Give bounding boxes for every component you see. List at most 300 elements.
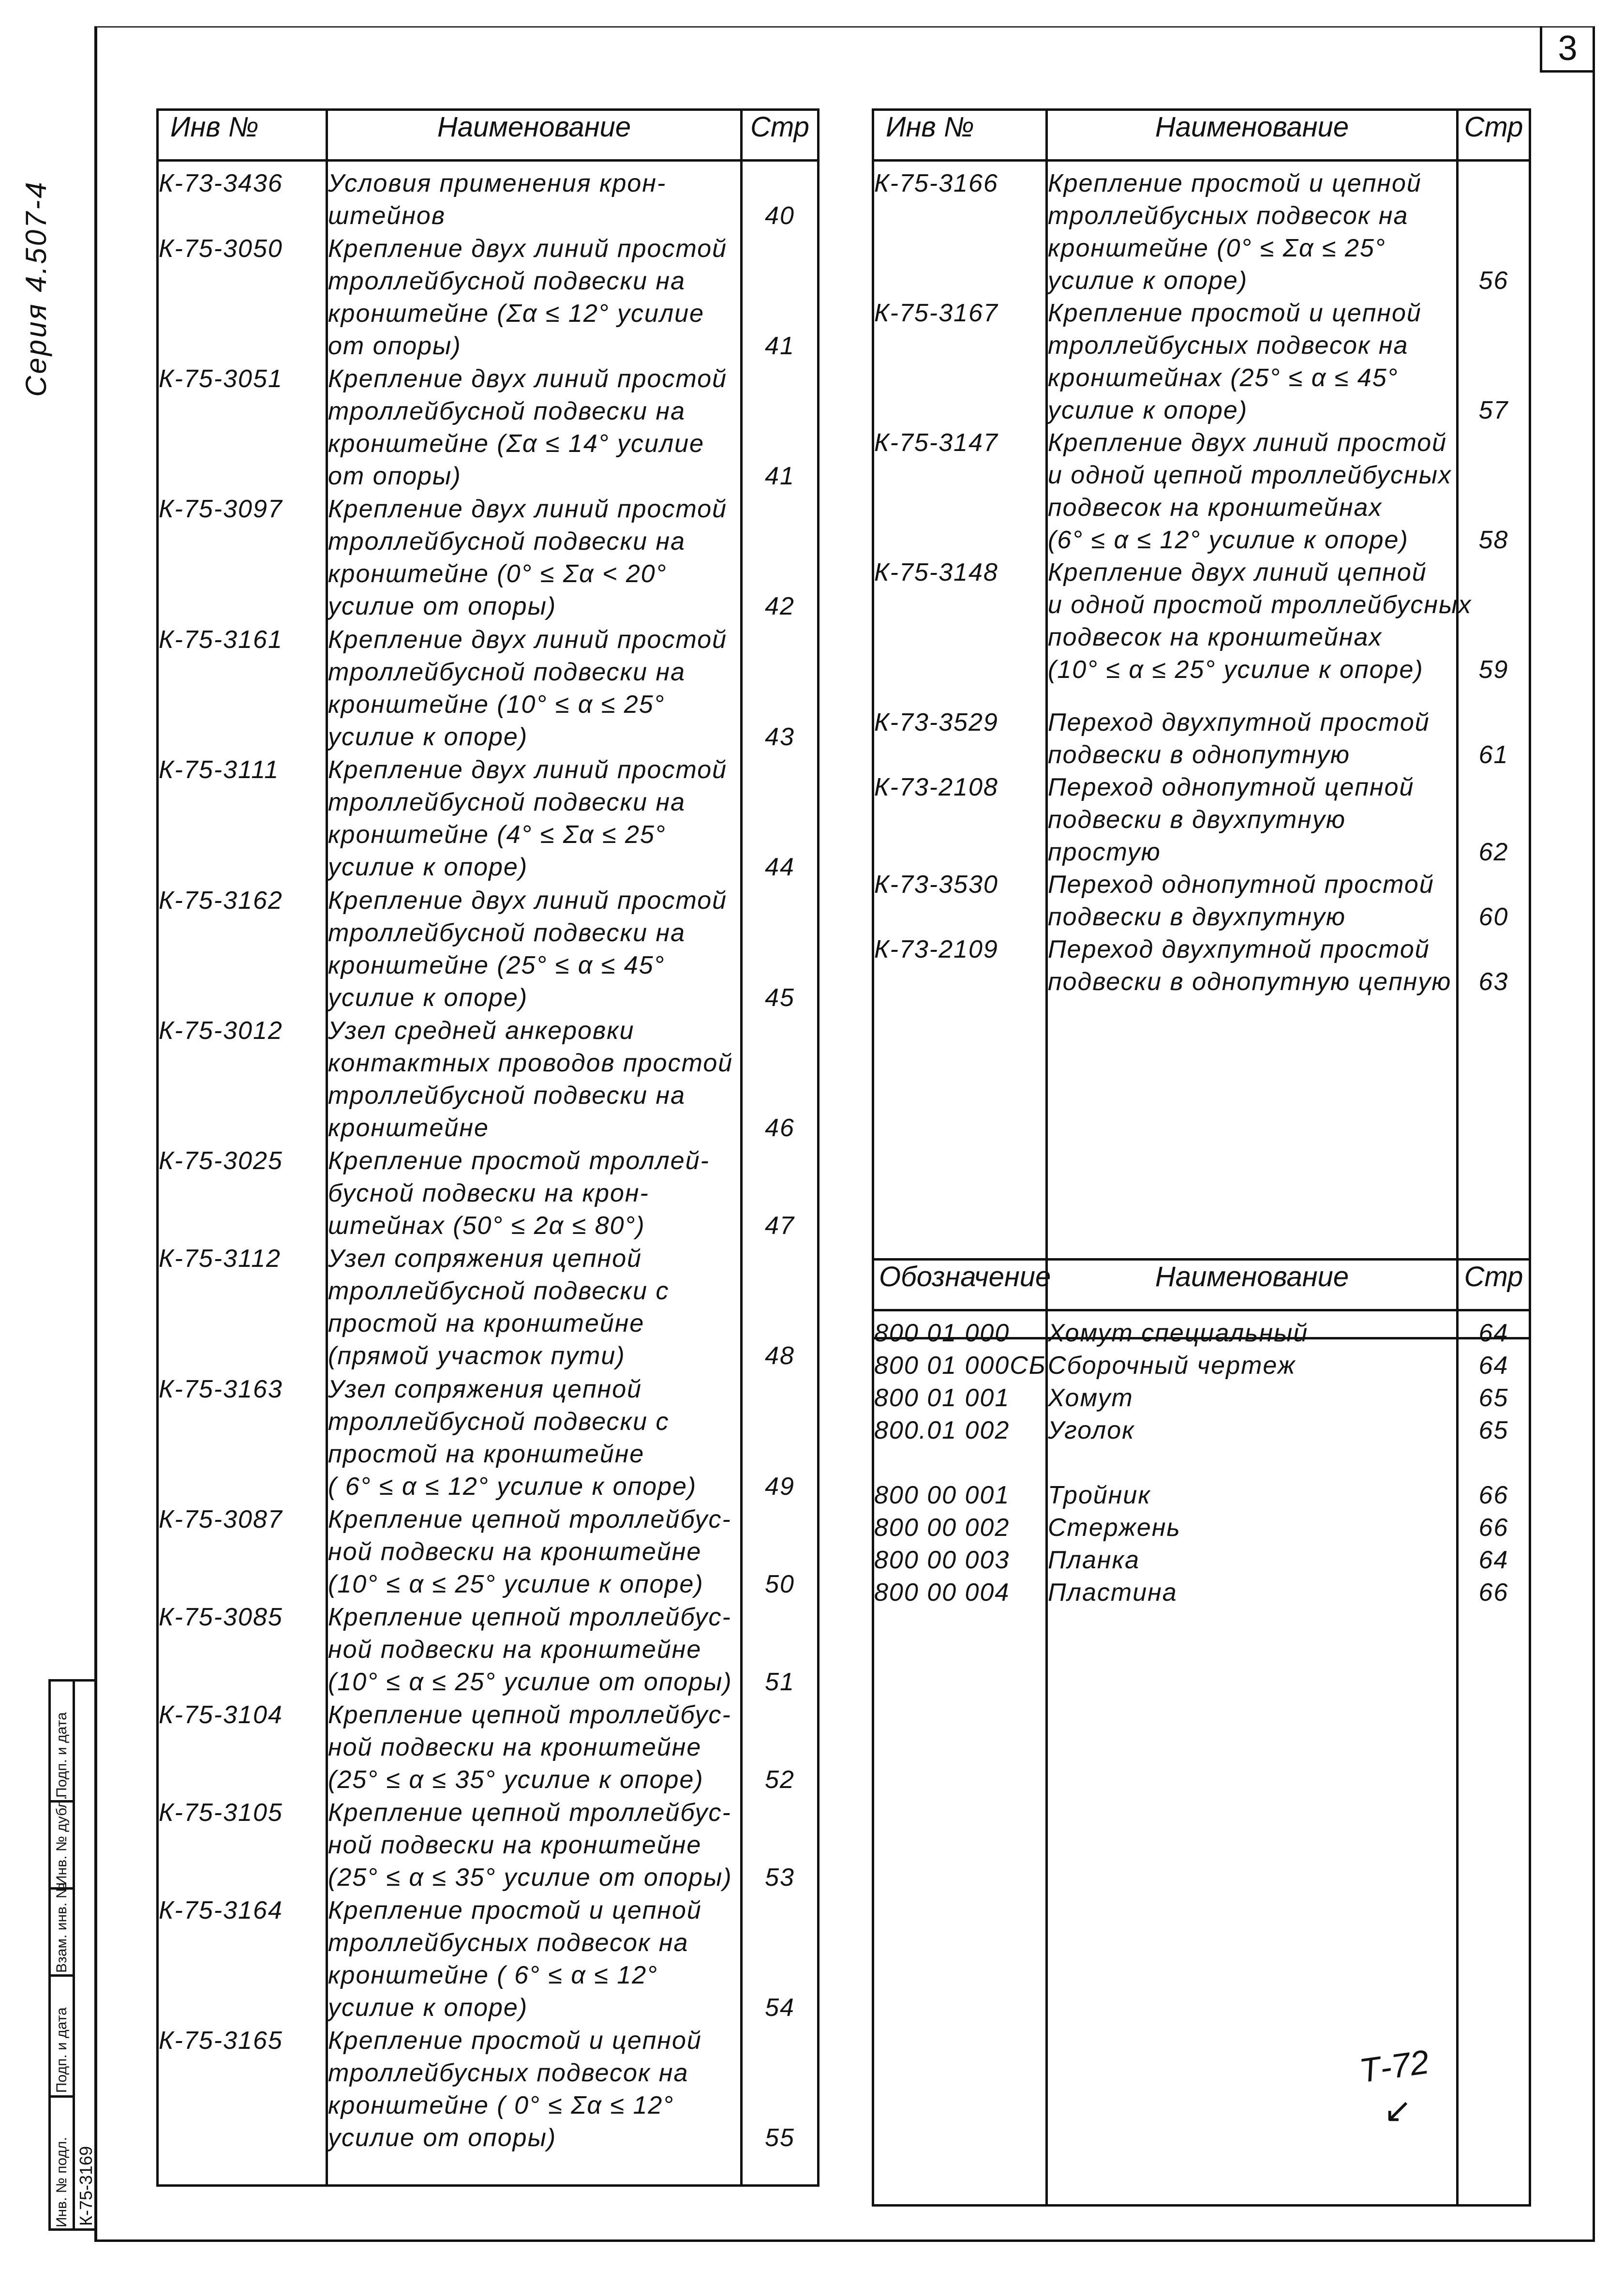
header-name: Наименование	[327, 110, 742, 161]
table-row	[873, 933, 1530, 998]
item-name-line: троллейбусных подвесок на	[328, 2059, 689, 2088]
item-name-line: троллейбусных подвесок на	[1048, 202, 1409, 230]
stamp-label: Инв. № подл.	[54, 2137, 70, 2227]
page-cell	[742, 1145, 819, 1243]
item-name-line: от опоры)	[328, 462, 462, 491]
header-page: Стр	[1458, 1260, 1530, 1310]
page-cell	[742, 233, 819, 363]
inventory-number: К-75-3050	[159, 234, 283, 263]
item-name-line: кронштейне (Σα ≤ 14° усилие	[328, 430, 705, 458]
code-cell	[873, 1512, 1047, 1544]
item-name-line: троллейбусных подвесок на	[1048, 331, 1409, 360]
inventory-number: 800 00 004	[874, 1578, 1010, 1607]
item-name-line: простую	[1048, 838, 1161, 866]
page-number-value: 65	[1478, 1416, 1509, 1444]
item-name-line: штейнах (50° ≤ 2α ≤ 80°)	[328, 1212, 645, 1240]
code-cell	[158, 493, 327, 623]
page-number-value: 66	[1478, 1578, 1509, 1607]
page-cell	[742, 1894, 819, 2025]
item-name-line: усилие к опоре)	[328, 983, 528, 1012]
item-name-line: Крепление цепной троллейбус-	[328, 1603, 731, 1632]
code-cell	[158, 363, 327, 493]
code-cell	[873, 1544, 1047, 1577]
inventory-number: К-75-3105	[159, 1799, 283, 1827]
page-number-value: 45	[765, 983, 795, 1012]
code-cell	[158, 1015, 327, 1145]
inventory-number: 800.01 002	[874, 1416, 1010, 1444]
page-number-value: 52	[765, 1766, 795, 1794]
name-cell	[1047, 1577, 1458, 1609]
stamp-label: Инв. № дубл.	[54, 1796, 70, 1886]
item-name-line: Крепление двух линий простой	[328, 365, 728, 393]
page-number-value: 43	[765, 722, 795, 751]
item-name-line: Пластина	[1048, 1578, 1177, 1607]
code-cell	[158, 233, 327, 363]
item-name-line: Крепление простой и цепной	[1048, 299, 1422, 327]
item-name-line: кронштейне (10° ≤ α ≤ 25°	[328, 690, 665, 719]
item-name-line: троллейбусной подвески на	[328, 918, 685, 947]
table-row	[158, 1015, 819, 1145]
item-name-line: Крепление двух линий простой	[328, 756, 728, 784]
inventory-number: К-75-3162	[159, 886, 283, 915]
name-cell	[327, 885, 742, 1015]
item-name-line: ной подвески на кронштейне	[328, 1538, 702, 1566]
name-cell	[1047, 1544, 1458, 1577]
page-number-value: 51	[765, 1668, 795, 1697]
page-cell	[742, 754, 819, 884]
item-name-line: Узел сопряжения цепной	[328, 1245, 642, 1273]
table-row	[158, 754, 819, 884]
page-cell	[742, 1015, 819, 1145]
table-row	[158, 1699, 819, 1797]
code-cell	[873, 1382, 1047, 1414]
code-cell	[873, 427, 1047, 556]
name-cell	[1047, 297, 1458, 427]
code-cell	[873, 1350, 1047, 1382]
page-number-value: 58	[1478, 526, 1509, 554]
item-name-line: Сборочный чертеж	[1048, 1352, 1296, 1380]
table-row	[158, 363, 819, 493]
table-filler	[158, 2155, 819, 2186]
inventory-number: К-73-3529	[874, 708, 998, 736]
page-number-value: 53	[765, 1863, 795, 1892]
right-index-table	[872, 108, 1531, 1339]
inventory-number: К-75-3051	[159, 365, 283, 393]
page-cell	[742, 1601, 819, 1699]
table-row	[158, 1894, 819, 2025]
inventory-number: К-75-3147	[874, 429, 998, 457]
table-row	[873, 1382, 1530, 1414]
item-name-line: (6° ≤ α ≤ 12° усилие к опоре)	[1048, 526, 1409, 554]
item-name-line: кронштейне (0° ≤ Σα < 20°	[328, 560, 667, 588]
arrow-mark-icon: ↙	[1384, 2091, 1412, 2129]
page-number-value: 41	[765, 331, 795, 360]
code-cell	[158, 624, 327, 754]
item-name-line: кронштейне (25° ≤ α ≤ 45°	[328, 951, 665, 979]
inventory-number: К-75-3087	[159, 1505, 283, 1533]
page-number-value: 46	[765, 1113, 795, 1142]
page-number-value: 61	[1478, 741, 1509, 769]
name-cell	[327, 1503, 742, 1601]
table-row	[158, 2025, 819, 2155]
name-cell	[327, 161, 742, 233]
item-name-line: троллейбусной подвески на	[328, 658, 685, 686]
stamp-label: Подп. и дата	[54, 1712, 70, 1798]
item-name-line: троллейбусной подвески на	[328, 267, 685, 295]
inventory-number: К-75-3111	[159, 756, 280, 784]
item-name-line: (10° ≤ α ≤ 25° усилие к опоре)	[1048, 656, 1424, 684]
header-inv: Инв №	[158, 110, 327, 161]
page-number-value: 60	[1478, 903, 1509, 931]
inventory-number: К-75-3025	[159, 1147, 283, 1175]
page-cell	[742, 624, 819, 754]
inventory-number: К-75-3165	[159, 2027, 283, 2055]
name-cell	[327, 1015, 742, 1145]
item-name-line: кронштейне (Σα ≤ 12° усилие	[328, 299, 705, 328]
name-cell	[327, 1601, 742, 1699]
page-number-value: 48	[765, 1342, 795, 1370]
item-name-line: усилие к опоре)	[328, 1994, 528, 2022]
item-name-line: Крепление простой и цепной	[328, 1896, 702, 1925]
page-cell	[1458, 869, 1530, 933]
inventory-number: К-73-2108	[874, 773, 998, 801]
code-cell	[873, 869, 1047, 933]
item-name-line: ной подвески на кронштейне	[328, 1636, 702, 1664]
page-number-value: 42	[765, 592, 795, 621]
item-name-line: Крепление цепной троллейбус-	[328, 1505, 731, 1533]
inventory-number: К-75-3148	[874, 558, 998, 586]
code-cell	[873, 297, 1047, 427]
name-cell	[1047, 556, 1472, 686]
page-cell	[742, 161, 819, 233]
parts-table	[872, 1258, 1531, 2207]
code-cell	[873, 1310, 1047, 1350]
item-name-line: подвесок на кронштейнах	[1048, 623, 1383, 651]
inventory-number: 800 00 002	[874, 1514, 1010, 1542]
header-designation: Обозначение	[873, 1260, 1047, 1310]
inventory-number: К-75-3112	[159, 1245, 281, 1273]
item-name-line: Условия применения крон-	[328, 169, 667, 197]
page-number-value: 62	[1478, 838, 1509, 866]
page-cell	[1458, 1577, 1530, 1609]
page-number-value: 49	[765, 1472, 795, 1501]
table-row	[158, 624, 819, 754]
header-page: Стр	[1458, 110, 1530, 161]
page-cell	[742, 493, 819, 623]
page-cell	[1458, 771, 1530, 869]
table-row	[873, 771, 1530, 869]
item-name-line: усилие к опоре)	[328, 722, 528, 751]
item-name-line: ной подвески на кронштейне	[328, 1831, 702, 1860]
code-cell	[158, 1797, 327, 1894]
table-row	[158, 1503, 819, 1601]
page-cell	[742, 1373, 819, 1503]
left-index-table	[156, 108, 819, 2187]
header-name: Наименование	[1047, 110, 1458, 161]
page-number-value: 63	[1478, 968, 1509, 996]
inventory-number: К-75-3012	[159, 1016, 283, 1045]
item-name-line: Крепление простой и цепной	[1048, 169, 1422, 197]
item-name-line: (25° ≤ α ≤ 35° усилие от опоры)	[328, 1863, 732, 1892]
item-name-line: Крепление двух линий простой	[328, 234, 728, 263]
handwritten-note: Т-72	[1357, 2043, 1431, 2090]
page-number-value: 56	[1478, 267, 1509, 295]
page-cell	[1458, 1350, 1530, 1382]
inventory-number: К-75-3161	[159, 625, 283, 654]
name-cell	[327, 1797, 742, 1894]
item-name-line: Уголок	[1048, 1416, 1135, 1444]
item-name-line: контактных проводов простой	[328, 1049, 733, 1077]
code-cell	[158, 1373, 327, 1503]
item-name-line: троллейбусной подвески на	[328, 527, 685, 556]
code-cell	[158, 1894, 327, 2025]
table-row	[158, 1373, 819, 1503]
page-number-value: 41	[765, 462, 795, 491]
code-cell	[158, 161, 327, 233]
page-number-value: 40	[765, 202, 795, 230]
page-cell	[1458, 427, 1530, 556]
page-cell	[1458, 556, 1530, 686]
name-cell	[327, 363, 742, 493]
item-name-line: Переход двухпутной простой	[1048, 708, 1430, 736]
inventory-number: 800 00 001	[874, 1481, 1010, 1509]
item-name-line: Крепление двух линий простой	[328, 495, 728, 524]
item-name-line: и одной цепной троллейбусных	[1048, 461, 1452, 489]
code-cell	[873, 771, 1047, 869]
table-row	[158, 161, 819, 233]
item-name-line: от опоры)	[328, 331, 462, 360]
item-name-line: ( 6° ≤ α ≤ 12° усилие к опоре)	[328, 1472, 697, 1501]
item-name-line: подвесок на кронштейнах	[1048, 494, 1383, 522]
item-name-line: Узел сопряжения цепной	[328, 1375, 642, 1403]
page-number-value: 65	[1478, 1384, 1509, 1412]
table-row	[873, 1350, 1530, 1382]
item-name-line: Планка	[1048, 1546, 1140, 1574]
page-cell	[1458, 933, 1530, 998]
item-name-line: кронштейне (0° ≤ Σα ≤ 25°	[1048, 234, 1386, 262]
code-cell	[158, 1145, 327, 1243]
page-cell	[742, 1699, 819, 1797]
code-cell	[158, 1601, 327, 1699]
page-number-value: 54	[765, 1994, 795, 2022]
stamp-label: Взам. инв. №	[54, 1883, 70, 1973]
name-cell	[327, 1145, 742, 1243]
page-number-value: 64	[1478, 1352, 1509, 1380]
item-name-line: троллейбусной подвески с	[328, 1407, 670, 1436]
table-row	[158, 233, 819, 363]
code-cell	[873, 1414, 1047, 1447]
table-row	[873, 1544, 1530, 1577]
item-name-line: Крепление двух линий простой	[328, 886, 728, 915]
item-name-line: усилие от опоры)	[328, 2124, 557, 2152]
page-cell	[1458, 1512, 1530, 1544]
item-name-line: троллейбусных подвесок на	[328, 1929, 689, 1957]
name-cell	[327, 493, 742, 623]
item-name-line: и одной простой троллейбусных	[1048, 591, 1472, 619]
item-name-line: подвески в однопутную цепную	[1048, 968, 1452, 996]
page-cell	[742, 2025, 819, 2155]
item-name-line: кронштейне (4° ≤ Σα ≤ 25°	[328, 821, 666, 849]
item-name-line: Узел средней анкеровки	[328, 1016, 635, 1045]
table-filler	[873, 1609, 1530, 2206]
code-cell	[158, 754, 327, 884]
page-cell	[1458, 297, 1530, 427]
item-name-line: ной подвески на кронштейне	[328, 1733, 702, 1762]
page-number-value: 55	[765, 2124, 795, 2152]
item-name-line: штейнов	[328, 202, 446, 230]
code-cell	[158, 1243, 327, 1373]
inventory-number: К-73-3530	[874, 871, 998, 899]
item-name-line: бусной подвески на крон-	[328, 1179, 649, 1208]
item-name-line: кронштейне	[328, 1113, 489, 1142]
name-cell	[1047, 427, 1458, 556]
table-row	[158, 493, 819, 623]
item-name-line: Крепление двух линий простой	[328, 625, 728, 654]
header-name: Наименование	[1047, 1260, 1458, 1310]
table-row	[158, 1145, 819, 1243]
item-name-line: (25° ≤ α ≤ 35° усилие к опоре)	[328, 1766, 704, 1794]
item-name-line: усилие от опоры)	[328, 592, 557, 621]
page-cell	[1458, 161, 1530, 298]
table-row	[873, 427, 1530, 556]
table-row	[873, 161, 1530, 298]
code-cell	[158, 1699, 327, 1797]
item-name-line: Хомут	[1048, 1384, 1133, 1412]
inventory-number: 800 01 000СБ	[874, 1352, 1046, 1380]
item-name-line: Крепление простой и цепной	[328, 2027, 702, 2055]
name-cell	[1047, 1512, 1458, 1544]
name-cell	[327, 754, 742, 884]
page-number-value: 66	[1478, 1481, 1509, 1509]
item-name-line: подвески в двухпутную	[1048, 903, 1346, 931]
page-cell	[742, 363, 819, 493]
item-name-line: усилие к опоре)	[328, 853, 528, 882]
inventory-number: 800 01 001	[874, 1384, 1010, 1412]
table-row	[158, 1243, 819, 1373]
page-number-value: 59	[1478, 656, 1509, 684]
inventory-number: 800 00 003	[874, 1546, 1010, 1574]
table-row	[873, 1512, 1530, 1544]
page-number-value: 44	[765, 853, 795, 882]
item-name-line: подвески в двухпутную	[1048, 806, 1346, 834]
item-name-line: троллейбусной подвески на	[328, 788, 685, 817]
code-cell	[873, 1577, 1047, 1609]
item-name-line: простой на кронштейне	[328, 1309, 645, 1338]
name-cell	[1047, 161, 1458, 298]
page-number-value: 50	[765, 1570, 795, 1598]
table-row	[873, 297, 1530, 427]
item-name-line: простой на кронштейне	[328, 1440, 645, 1468]
item-name-line: Стержень	[1048, 1514, 1181, 1542]
item-name-line: кронштейнах (25° ≤ α ≤ 45°	[1048, 364, 1399, 392]
page-cell	[1458, 1544, 1530, 1577]
item-name-line: (прямой участок пути)	[328, 1342, 626, 1370]
page-number: 3	[1540, 26, 1593, 73]
page-number-value: 47	[765, 1212, 795, 1240]
inventory-number: К-75-3166	[874, 169, 998, 197]
code-cell	[158, 2025, 327, 2155]
name-cell	[327, 1894, 742, 2025]
item-name-line: подвески в однопутную	[1048, 741, 1350, 769]
item-name-line: усилие к опоре)	[1048, 267, 1248, 295]
name-cell	[327, 2025, 742, 2155]
item-name-line: усилие к опоре)	[1048, 396, 1248, 424]
name-cell	[327, 624, 742, 754]
code-cell	[873, 1447, 1047, 1512]
item-name-line: Переход двухпутной простой	[1048, 935, 1430, 963]
table-row	[873, 1310, 1530, 1350]
table-row	[873, 556, 1530, 686]
name-cell	[1047, 686, 1458, 771]
inventory-number: К-75-3167	[874, 299, 998, 327]
item-name-line: (10° ≤ α ≤ 25° усилие к опоре)	[328, 1570, 704, 1598]
header-inv: Инв №	[873, 110, 1047, 161]
table-row	[158, 1601, 819, 1699]
page-cell	[742, 1243, 819, 1373]
inventory-number: К-75-3164	[159, 1896, 283, 1925]
page-number-value: 64	[1478, 1319, 1509, 1347]
name-cell	[1047, 1414, 1458, 1447]
name-cell	[327, 1373, 742, 1503]
code-cell	[873, 556, 1047, 686]
item-name-line: кронштейне ( 6° ≤ α ≤ 12°	[328, 1961, 658, 1990]
item-name-line: Крепление двух линий простой	[1048, 429, 1447, 457]
margin-stamp	[48, 1679, 97, 2231]
item-name-line: Переход однопутной цепной	[1048, 773, 1415, 801]
inventory-number: К-75-3097	[159, 495, 283, 524]
inventory-number: К-75-3085	[159, 1603, 283, 1632]
code-cell	[873, 161, 1047, 298]
page-cell	[1458, 1382, 1530, 1414]
table-row	[158, 1797, 819, 1894]
item-name-line: троллейбусной подвески на	[328, 397, 685, 426]
stamp-original-inv: К-75-3169	[76, 2146, 96, 2226]
item-name-line: Крепление цепной троллейбус-	[328, 1701, 731, 1729]
page-number-value: 64	[1478, 1546, 1509, 1574]
stamp-label: Подп. и дата	[54, 2007, 70, 2093]
inventory-number: К-73-3436	[159, 169, 283, 197]
item-name-line: Крепление цепной троллейбус-	[328, 1799, 731, 1827]
table-row	[873, 1414, 1530, 1447]
item-name-line: Хомут специальный	[1048, 1319, 1309, 1347]
code-cell	[158, 885, 327, 1015]
name-cell	[1047, 869, 1458, 933]
name-cell	[327, 1699, 742, 1797]
page-cell	[742, 1503, 819, 1601]
code-cell	[873, 933, 1047, 998]
page-number-value: 57	[1478, 396, 1509, 424]
page-cell	[742, 885, 819, 1015]
series-label: Серия 4.507-4	[20, 180, 52, 397]
name-cell	[1047, 1350, 1458, 1382]
page-number-value: 66	[1478, 1514, 1509, 1542]
code-cell	[158, 1503, 327, 1601]
name-cell	[1047, 933, 1458, 998]
name-cell	[1047, 1310, 1458, 1350]
name-cell	[1047, 771, 1458, 869]
code-cell	[873, 686, 1047, 771]
inventory-number: К-75-3104	[159, 1701, 283, 1729]
item-name-line: Крепление простой троллей-	[328, 1147, 710, 1175]
table-row	[873, 869, 1530, 933]
page-cell	[1458, 1447, 1530, 1512]
item-name-line: кронштейне ( 0° ≤ Σα ≤ 12°	[328, 2091, 674, 2120]
item-name-line: Тройник	[1048, 1481, 1151, 1509]
inventory-number: 800 01 000	[874, 1319, 1010, 1347]
table-row	[158, 885, 819, 1015]
table-row	[873, 1577, 1530, 1609]
name-cell	[1047, 1382, 1458, 1414]
